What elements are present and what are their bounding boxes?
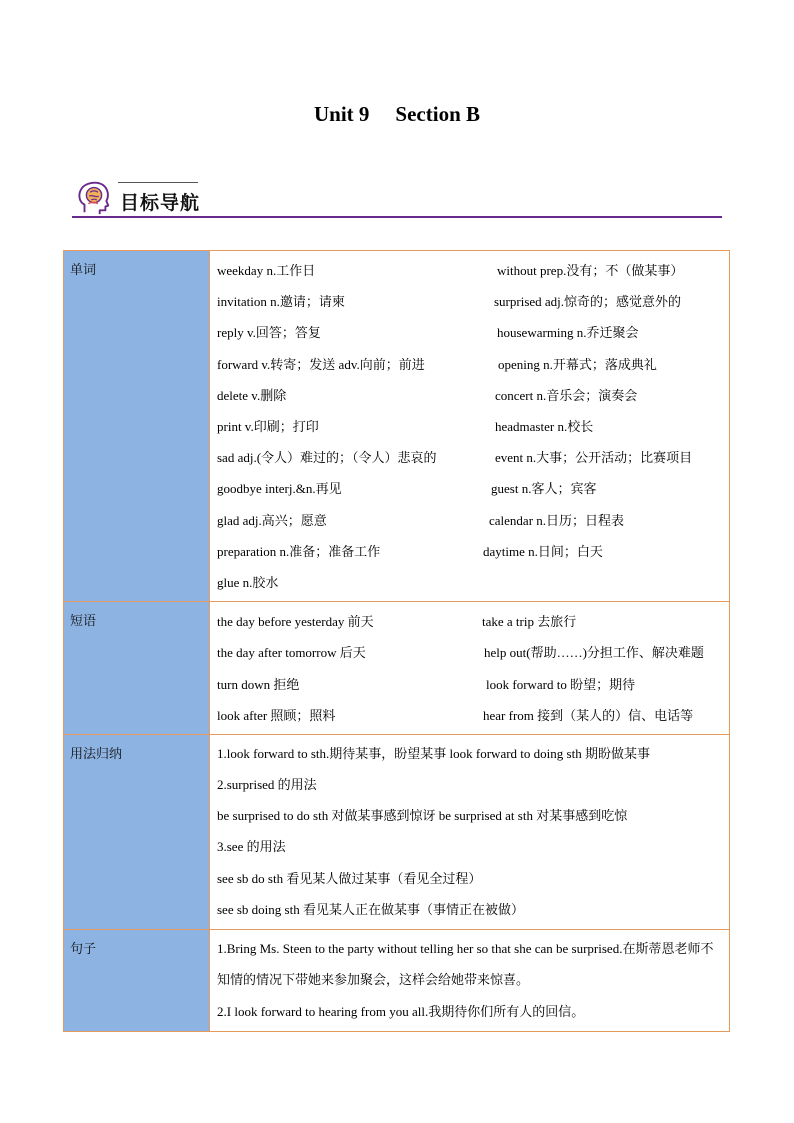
vocab-item: delete v.删除 bbox=[217, 387, 287, 403]
vocab-item: invitation n.邀请；请柬 bbox=[217, 294, 345, 310]
usage-line: 2.surprised 的用法 bbox=[217, 777, 317, 792]
phrases-body bbox=[210, 602, 730, 735]
vocab-item: daytime n.日间；白天 bbox=[483, 543, 603, 559]
vocab-row bbox=[217, 316, 723, 347]
vocab-row bbox=[217, 504, 723, 535]
header-rule bbox=[72, 216, 722, 218]
vocab-row bbox=[217, 348, 723, 379]
vocab-item: headmaster n.校长 bbox=[495, 419, 594, 435]
vocab-item: reply v.回答；答复 bbox=[217, 325, 321, 341]
usage-line: 1.look forward to sth.期待某事，盼望某事 look forward to doing sth 期盼做某事 bbox=[217, 745, 650, 761]
knowledge-table bbox=[63, 250, 730, 1032]
brain-head-icon bbox=[75, 179, 113, 217]
vocab-item: forward v.转寄；发送 adv.向前；前进 bbox=[217, 356, 425, 372]
phrase-item: turn down 拒绝 bbox=[217, 676, 300, 692]
vocab-item: guest n.客人；宾客 bbox=[491, 481, 597, 497]
usage-line: see sb doing sth 看见某人正在做某事（事情正在被做） bbox=[217, 901, 524, 917]
vocab-item: weekday n.工作日 bbox=[217, 263, 316, 279]
vocab-item: opening n.开幕式；落成典礼 bbox=[498, 356, 657, 372]
vocab-row bbox=[217, 472, 723, 503]
usage-line: see sb do sth 看见某人做过某事（看见全过程） bbox=[217, 870, 482, 886]
phrase-row bbox=[217, 699, 723, 730]
vocab-section bbox=[64, 251, 730, 602]
vocab-item: without prep.没有；不（做某事） bbox=[497, 263, 684, 279]
vocab-row bbox=[217, 441, 723, 472]
phrase-item: help out(帮助……)分担工作、解决难题 bbox=[484, 645, 704, 661]
header-top-line bbox=[118, 182, 198, 183]
phrase-item: hear from 接到（某人的）信、电话等 bbox=[483, 707, 694, 723]
vocab-item: calendar n.日历；日程表 bbox=[489, 512, 625, 528]
phrase-item: the day before yesterday 前天 bbox=[217, 614, 374, 630]
vocab-row bbox=[217, 535, 723, 566]
sentences-body bbox=[210, 929, 730, 1032]
phrases-category: 短语 bbox=[64, 602, 210, 735]
vocab-item: print v.印刷；打印 bbox=[217, 419, 319, 435]
vocab-row bbox=[217, 379, 723, 410]
vocab-item: glue n.胶水 bbox=[217, 574, 279, 590]
vocab-item: goodbye interj.&n.再见 bbox=[217, 481, 342, 497]
sentence-line: 1.Bring Ms. Steen to the party without telling her so that she can be surprised.在斯蒂恩老师不知情的情况下带她来参加聚会，这样会给她带来惊喜。 bbox=[217, 940, 714, 988]
vocab-item: concert n.音乐会；演奏会 bbox=[495, 387, 638, 403]
vocab-item: glad adj.高兴；愿意 bbox=[217, 512, 327, 528]
sentences-section bbox=[64, 929, 730, 1032]
vocab-item: preparation n.准备；准备工作 bbox=[217, 543, 381, 559]
unit-label: Unit 9 bbox=[313, 102, 370, 126]
vocab-row bbox=[217, 566, 723, 597]
usage-section bbox=[64, 734, 730, 929]
phrase-item: look forward to 盼望；期待 bbox=[486, 676, 636, 692]
target-navigation-header bbox=[72, 176, 722, 220]
vocab-item: event n.大事；公开活动；比赛项目 bbox=[495, 450, 693, 466]
sentences-category: 句子 bbox=[64, 929, 210, 1032]
vocab-item: surprised adj.惊奇的；感觉意外的 bbox=[494, 294, 682, 310]
vocab-item: housewarming n.乔迁聚会 bbox=[497, 325, 639, 341]
usage-category: 用法归纳 bbox=[64, 734, 210, 929]
phrase-row bbox=[217, 605, 723, 636]
page-title bbox=[0, 102, 794, 127]
vocab-row bbox=[217, 410, 723, 441]
phrase-item: take a trip 去旅行 bbox=[482, 614, 577, 630]
vocab-item: sad adj.(令人）难过的；（令人）悲哀的 bbox=[217, 450, 437, 466]
phrases-section bbox=[64, 602, 730, 735]
vocab-row bbox=[217, 285, 723, 316]
sentence-line: 2.I look forward to hearing from you all.我期待你们所有人的回信。 bbox=[217, 1003, 585, 1019]
usage-body bbox=[210, 734, 730, 929]
phrase-row bbox=[217, 636, 723, 667]
vocab-row bbox=[217, 254, 723, 285]
phrase-row bbox=[217, 667, 723, 698]
vocab-body bbox=[210, 251, 730, 602]
usage-line: 3.see 的用法 bbox=[217, 839, 286, 855]
vocab-category: 单词 bbox=[64, 251, 210, 602]
usage-line: be surprised to do sth 对做某事感到惊讶 be surprised at sth 对某事感到吃惊 bbox=[217, 808, 628, 824]
phrase-item: the day after tomorrow 后天 bbox=[217, 645, 366, 661]
section-label: Section B bbox=[395, 102, 481, 126]
phrase-item: look after 照顾；照料 bbox=[217, 707, 336, 723]
nav-label: 目标导航 bbox=[120, 192, 201, 214]
